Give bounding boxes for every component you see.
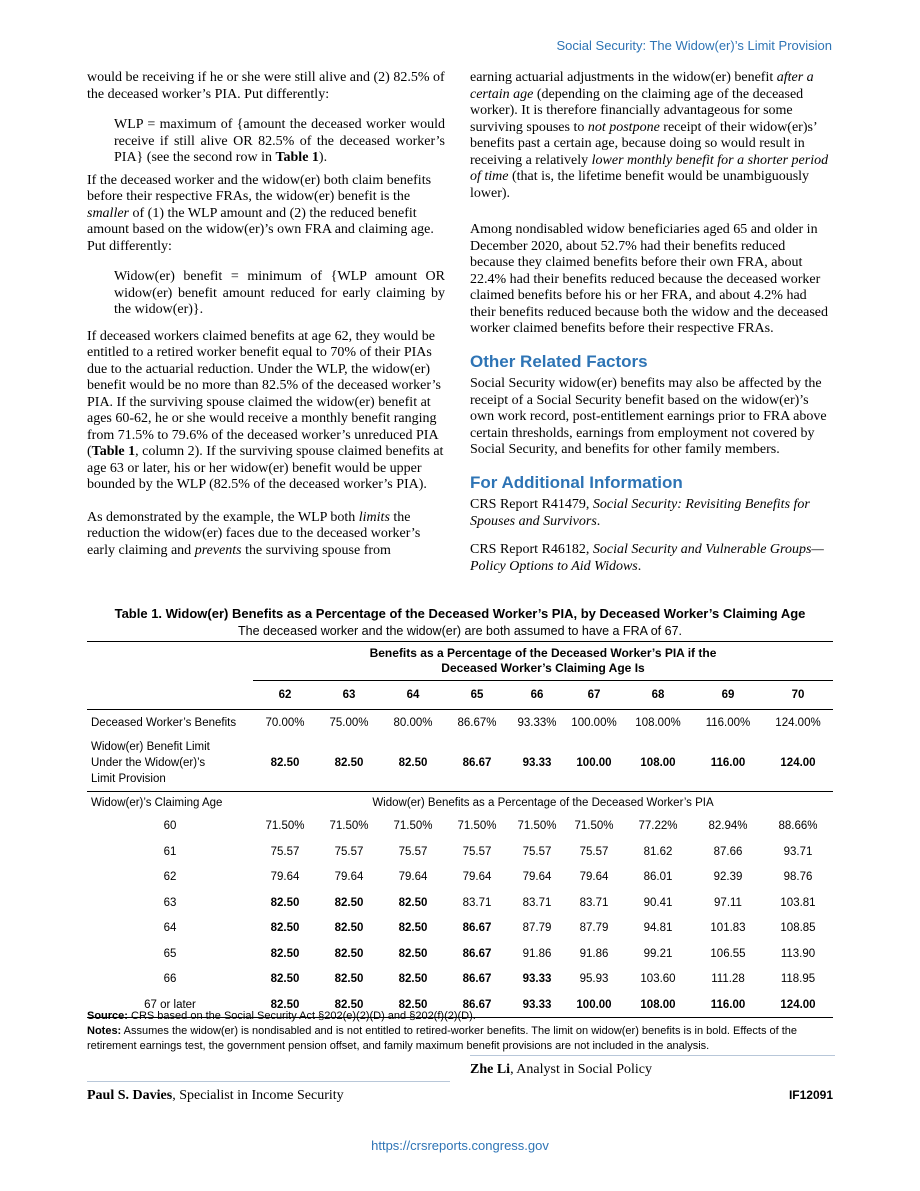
benefit-cell: 124.00 xyxy=(763,992,833,1018)
right-paragraph-3: Social Security widow(er) benefits may also be affected by the receipt of a Social Security benefit based on the widow(er)’s own work record, post-entitlement earnings prior to FRA above certain thresholds, earnings from employment not covered by Social Security, and benefits for other family members. xyxy=(470,376,827,457)
table-row xyxy=(87,941,833,967)
benefit-cell: 108.00 xyxy=(623,992,693,1018)
benefit-cell: 79.64 xyxy=(398,871,428,884)
wlp-formula: WLP = maximum of {amount the deceased worker would receive if still alive OR 82.5% of the deceased worker’s PIA} (see the second row in Table 1). xyxy=(114,117,445,165)
benefit-cell: 82.50 xyxy=(253,992,317,1018)
benefit-cell: 82.50 xyxy=(317,992,381,1018)
benefit-cell: 86.67 xyxy=(462,922,492,935)
benefit-cell: 86.67 xyxy=(462,973,492,986)
benefit-cell: 98.76 xyxy=(783,871,813,884)
age-header: 64 xyxy=(406,688,420,701)
age-header: 70 xyxy=(791,688,805,701)
benefit-limit-row: Widow(er) Benefit Limit Under the Widow(er)’s Limit Provision 82.50 82.50 82.50 86.67 93.33 100.00 108.00 116.00 124.00 xyxy=(87,736,833,792)
age-header: 69 xyxy=(721,688,735,701)
benefit-cell: 75.57 xyxy=(462,845,492,858)
age-header: 68 xyxy=(651,688,665,701)
claiming-rows xyxy=(87,814,833,1018)
benefit-cell: 91.86 xyxy=(579,947,609,960)
age-header: 66 xyxy=(530,688,544,701)
benefit-cell: 82.50 xyxy=(270,922,300,935)
row-label: Widow(er)’s Claiming Age xyxy=(87,792,253,814)
benefit-cell: 79.64 xyxy=(334,871,364,884)
benefit-cell: 82.50 xyxy=(398,922,428,935)
benefit-cell: 81.62 xyxy=(643,845,673,858)
benefit-cell: 86.67 xyxy=(462,947,492,960)
benefit-cell: 93.33 xyxy=(522,973,552,986)
divider xyxy=(87,1081,450,1082)
benefit-cell: 79.64 xyxy=(522,871,552,884)
benefit-cell: 82.50 xyxy=(270,896,300,909)
benefit-cell: 79.64 xyxy=(270,871,300,884)
left-column xyxy=(87,70,445,575)
claiming-age-cell: 62 xyxy=(163,871,177,884)
benefit-cell: 93.33 xyxy=(509,992,565,1018)
benefit-cell: 86.01 xyxy=(643,871,673,884)
benefit-cell: 71.50% xyxy=(393,820,433,833)
benefit-cell: 86.67 xyxy=(445,992,509,1018)
claiming-age-cell: 67 or later xyxy=(87,992,253,1018)
author-zhe-li: Zhe Li, Analyst in Social Policy xyxy=(470,1062,653,1077)
table-row xyxy=(87,865,833,891)
benefit-cell: 103.60 xyxy=(640,973,676,986)
benefit-cell: 116.00 xyxy=(693,992,763,1018)
left-paragraph-3: If deceased workers claimed benefits at age 62, they would be entitled to a retired worker benefit equal to 70% of their PIAs due to the actuarial reduction. Under the WLP, the widow(er) benefit would be no more than 82.5% of the deceased worker’s PIA. If the surviving spouse claimed the widow(er) benefit at ages 60-62, he or she would receive a monthly benefit ranging from 71.5% to 79.6% of the deceased worker’s unreduced PIA (Table 1, column 2). If the surviving spouse claimed benefits at age 63 or later, his or her widow(er) benefit would be upper bounded by the WLP (82.5% of the deceased worker’s PIA). xyxy=(87,328,444,492)
benefit-cell: 71.50% xyxy=(265,820,305,833)
left-paragraph-2: If the deceased worker and the widow(er) both claim benefits before their respective FRAs, the widow(er) benefit is the smaller of (1) the WLP amount and (2) the reduced benefit amount based on the widow(er)’s own FRA and claiming age. Put differently: xyxy=(87,172,434,254)
table-row xyxy=(87,916,833,942)
benefit-cell: 77.22% xyxy=(638,820,678,833)
benefit-cell: 75.57 xyxy=(579,845,609,858)
deceased-benefits-row: Deceased Worker’s Benefits 70.00% 75.00% 80.00% 86.67% 93.33% 100.00% 108.00% 116.00% 124.00% xyxy=(87,710,833,736)
benefit-cell: 92.39 xyxy=(713,871,743,884)
claiming-age-cell: 60 xyxy=(163,820,177,833)
claiming-age-header-row xyxy=(87,792,833,814)
benefit-cell: 82.50 xyxy=(334,947,364,960)
crs-report-link-2[interactable]: CRS Report R46182, Social Security and Vulnerable Groups—Policy Options to Aid Widows. xyxy=(470,542,824,574)
age-header: 65 xyxy=(470,688,484,701)
report-id: IF12091 xyxy=(788,1088,833,1102)
source-notes: Source: CRS based on the Social Security Act §202(e)(2)(D) and §202(f)(2)(D). Notes: Assumes the widow(er) is nondisabled and is not entitled to retired-worker benefits. The limit on widow(er) benefits is in bold. Effects of the retirement earnings test, the government pension offset, and family maximum benefit provisions are not included in the analysis. xyxy=(87,1010,798,1052)
benefit-cell: 103.81 xyxy=(780,896,816,909)
benefit-cell: 87.79 xyxy=(522,922,552,935)
benefit-cell: 94.81 xyxy=(643,922,673,935)
benefit-cell: 83.71 xyxy=(522,896,552,909)
table-subtitle: The deceased worker and the widow(er) are both assumed to have a FRA of 67. xyxy=(238,624,682,638)
benefit-cell: 99.21 xyxy=(643,947,673,960)
benefit-cell: 82.50 xyxy=(334,922,364,935)
divider xyxy=(470,1055,835,1056)
benefit-cell: 71.50% xyxy=(457,820,497,833)
left-paragraph-4: As demonstrated by the example, the WLP both limits the reduction the widow(er) faces due to the deceased worker’s early claiming and prevents the surviving spouse from xyxy=(87,509,421,558)
table-1-reference[interactable]: Table 1 xyxy=(275,150,319,165)
right-column xyxy=(470,70,830,583)
heading-other-related-factors: Other Related Factors xyxy=(470,351,648,371)
table-row xyxy=(87,890,833,916)
benefit-cell: 82.50 xyxy=(270,973,300,986)
right-paragraph-1: earning actuarial adjustments in the widow(er) benefit after a certain age (depending on the claiming age of the deceased worker). It is therefore financially advantageous for some surviving spouses to not postpone receipt of their widow(er)s’ benefits past a certain age, because doing so would result in receiving a relatively lower monthly benefit for a shorter period of time (that is, the lifetime benefit would be unambiguously lower). xyxy=(470,70,829,201)
benefit-cell: 75.57 xyxy=(334,845,364,858)
benefit-cell: 79.64 xyxy=(462,871,492,884)
benefit-cell: 75.57 xyxy=(522,845,552,858)
benefit-cell: 82.50 xyxy=(270,947,300,960)
table-title: Table 1. Widow(er) Benefits as a Percentage of the Deceased Worker’s PIA, by Deceased Worker’s Claiming Age xyxy=(114,606,806,621)
benefit-cell: 71.50% xyxy=(517,820,557,833)
benefit-cell: 75.57 xyxy=(398,845,428,858)
table-row xyxy=(87,967,833,993)
age-header: 67 xyxy=(587,688,601,701)
benefit-cell: 87.79 xyxy=(579,922,609,935)
benefit-cell: 82.50 xyxy=(398,973,428,986)
benefit-cell: 106.55 xyxy=(710,947,746,960)
benefit-cell: 118.95 xyxy=(780,973,816,986)
benefit-cell: 82.50 xyxy=(334,896,364,909)
group-header: Benefits as a Percentage of the Deceased Worker’s PIA if the Deceased Worker’s Claiming Age Is xyxy=(253,642,833,680)
row-label: Widow(er) Benefit Limit Under the Widow(er)’s Limit Provision xyxy=(91,741,210,786)
benefit-cell: 75.57 xyxy=(270,845,300,858)
benefit-cell: 108.85 xyxy=(780,922,816,935)
benefit-cell: 97.11 xyxy=(714,896,742,909)
age-header-row xyxy=(253,680,833,709)
footer-link[interactable]: https://crsreports.congress.gov xyxy=(371,1138,549,1153)
benefit-cell: 71.50% xyxy=(574,820,614,833)
claiming-age-cell: 65 xyxy=(163,947,177,960)
benefit-cell: 83.71 xyxy=(462,896,492,909)
benefit-cell: 91.86 xyxy=(522,947,552,960)
benefit-cell: 90.41 xyxy=(643,896,673,909)
benefit-cell: 82.94% xyxy=(708,820,748,833)
widower-benefit-formula: Widow(er) benefit = minimum of {WLP amount OR widow(er) benefit amount reduced for early claiming by the widow(er)}. xyxy=(114,269,445,317)
row-label: Deceased Worker’s Benefits xyxy=(87,710,253,736)
claiming-age-cell: 66 xyxy=(163,973,177,986)
age-header: 63 xyxy=(342,688,356,701)
table-1-reference[interactable]: Table 1 xyxy=(91,444,136,459)
benefit-cell: 111.28 xyxy=(711,973,745,986)
age-header: 62 xyxy=(278,688,292,701)
claiming-age-cell: 64 xyxy=(163,922,177,935)
benefit-cell: 83.71 xyxy=(579,896,609,909)
benefit-cell: 82.50 xyxy=(398,947,428,960)
benefit-cell: 101.83 xyxy=(710,922,746,935)
heading-additional-information: For Additional Information xyxy=(470,472,683,492)
running-header: Social Security: The Widow(er)’s Limit Provision xyxy=(556,38,832,53)
benefits-table xyxy=(87,641,833,1018)
benefit-cell: 82.50 xyxy=(381,992,445,1018)
benefit-cell: 88.66% xyxy=(778,820,818,833)
benefit-cell: 93.71 xyxy=(783,845,813,858)
benefit-cell: 82.50 xyxy=(334,973,364,986)
table-row xyxy=(87,814,833,840)
claiming-age-cell: 61 xyxy=(163,845,177,858)
crs-report-link-1[interactable]: CRS Report R41479, Social Security: Revisiting Benefits for Spouses and Survivors. xyxy=(470,497,810,529)
benefit-cell: 95.93 xyxy=(579,973,609,986)
benefit-cell: 113.90 xyxy=(780,947,816,960)
benefit-cell: 87.66 xyxy=(713,845,743,858)
claiming-age-cell: 63 xyxy=(163,896,177,909)
left-paragraph-1: would be receiving if he or she were still alive and (2) 82.5% of the deceased worker’s PIA. Put differently: xyxy=(87,70,445,102)
author-paul-davies: Paul S. Davies, Specialist in Income Security xyxy=(87,1088,344,1103)
right-paragraph-2: Among nondisabled widow beneficiaries aged 65 and older in December 2020, about 52.7% had their benefits reduced because they claimed benefits before their own FRA, about 22.4% had their benefits reduced because the deceased worker claimed benefits before his or her FRA, and about 4.2% had their benefits reduced because both the widow and the deceased worker claimed benefits before their respective FRAs. xyxy=(470,222,829,336)
benefit-cell: 79.64 xyxy=(579,871,609,884)
benefit-cell: 82.50 xyxy=(398,896,428,909)
claiming-header: Widow(er) Benefits as a Percentage of the Deceased Worker’s PIA xyxy=(253,792,833,814)
benefit-cell: 71.50% xyxy=(329,820,369,833)
table-row xyxy=(87,839,833,865)
benefit-cell: 100.00 xyxy=(565,992,623,1018)
